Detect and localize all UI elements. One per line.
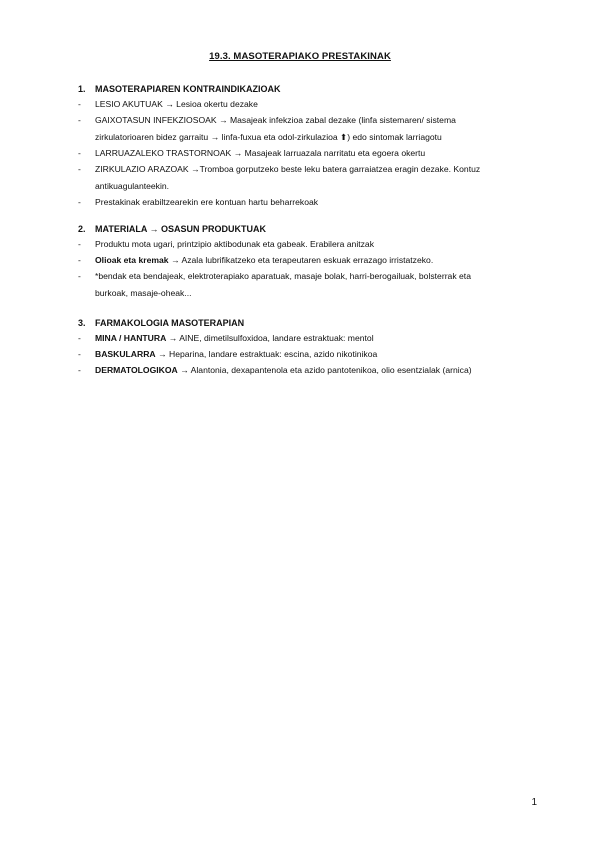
section-1-heading xyxy=(78,84,281,94)
list-item-text: *bendak eta bendajeak, elektroterapiako aparatuak, masaje bolak, harri-berogailuak, bolsterrak eta xyxy=(95,271,471,281)
bullet-dash: - xyxy=(78,197,81,207)
list-item-text: GAIXOTASUN INFEKZIOSOAK → Masajeak infekzioa zabal dezake (linfa sistemaren/ sistema xyxy=(95,115,456,125)
list-item-bold: DERMATOLOGIKOA xyxy=(95,365,178,375)
list-item-rest: → AINE, dimetilsulfoxidoa, landare estraktuak: mentol xyxy=(166,333,374,343)
list-item-text: ZIRKULAZIO ARAZOAK →Tromboa gorputzeko beste leku batera garraiatzea eragin dezake. Kontuz xyxy=(95,164,481,174)
section-3-heading xyxy=(78,318,244,328)
list-item-text-cont: antikuagulanteekin. xyxy=(95,180,170,191)
list-item-bold: Olioak eta kremak xyxy=(95,255,169,265)
bullet-dash: - xyxy=(78,115,81,125)
section-number: 2. xyxy=(78,224,86,234)
page-number: 1 xyxy=(531,797,537,808)
list-item-bold: BASKULARRA xyxy=(95,349,156,359)
bullet-dash: - xyxy=(78,333,81,343)
list-item xyxy=(78,112,528,145)
list-item-text: Prestakinak erabiltzearekin ere kontuan hartu beharrekoak xyxy=(95,197,319,207)
bullet-dash: - xyxy=(78,271,81,281)
list-item-text-cont: zirkulatorioaren bidez garraitu → linfa-fuxua eta odol-zirkulazioa ⬆) edo sintomak larriagotu xyxy=(95,131,442,142)
section-2-heading xyxy=(78,224,266,234)
list-item-text: Produktu mota ugari, printzipio aktibodunak eta gabeak. Erabilera anitzak xyxy=(95,239,374,249)
bullet-dash: - xyxy=(78,239,81,249)
bullet-dash: - xyxy=(78,164,81,174)
list-item-rest: → Alantonia, dexapantenola eta azido pantotenikoa, olio esentzialak (arnica) xyxy=(177,365,472,375)
list-item-text: LARRUAZALEKO TRASTORNOAK → Masajeak larruazala narritatu eta egoera okertu xyxy=(95,148,426,158)
section-number: 1. xyxy=(78,84,86,94)
list-item-text xyxy=(95,362,535,379)
list-item-bold: MINA / HANTURA xyxy=(95,333,167,343)
section-title: MATERIALA → OSASUN PRODUKTUAK xyxy=(95,224,266,234)
list-item xyxy=(78,268,528,301)
bullet-dash: - xyxy=(78,349,81,359)
bullet-dash: - xyxy=(78,148,81,158)
list-item xyxy=(78,161,528,194)
list-item-text xyxy=(95,252,535,269)
list-item-rest: → Heparina, landare estraktuak: escina, azido nikotinikoa xyxy=(155,349,378,359)
section-title: MASOTERAPIAREN KONTRAINDIKAZIOAK xyxy=(95,84,281,94)
section-title: FARMAKOLOGIA MASOTERAPIAN xyxy=(95,318,245,328)
list-item-text-cont: burkoak, masaje-oheak... xyxy=(95,287,192,298)
bullet-dash: - xyxy=(78,255,81,265)
section-number: 3. xyxy=(78,318,86,328)
list-item-text: LESIO AKUTUAK → Lesioa okertu dezake xyxy=(95,99,258,109)
bullet-dash: - xyxy=(78,365,81,375)
bullet-dash: - xyxy=(78,99,81,109)
list-item-text xyxy=(95,330,535,347)
list-item-rest: → Azala lubrifikatzeko eta terapeutaren eskuak errazago irristatzeko. xyxy=(168,255,434,265)
page-title: 19.3. MASOTERAPIAKO PRESTAKINAK xyxy=(209,51,391,62)
list-item-text xyxy=(95,346,535,363)
